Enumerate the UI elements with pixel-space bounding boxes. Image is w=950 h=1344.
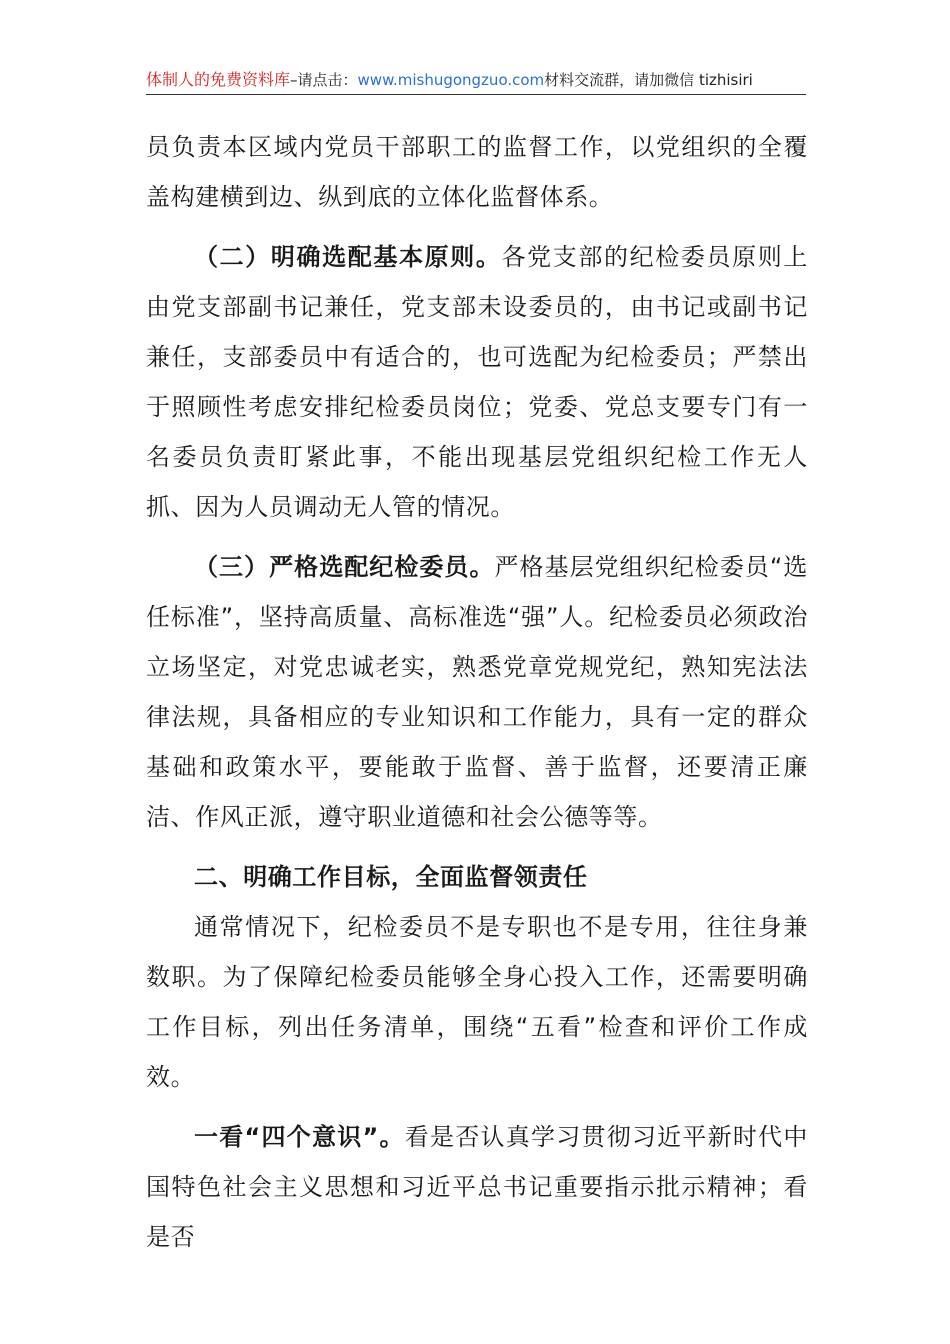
document-body: [146, 122, 808, 1262]
paragraph-principles-lead: （二）明确选配基本原则。: [194, 243, 502, 271]
page-header: [146, 66, 806, 95]
paragraph-selection-lead: （三）严格选配纪检委员。: [194, 553, 495, 581]
paragraph-four-awareness-lead: 一看“四个意识”。: [194, 1123, 405, 1151]
section-heading: 二、明确工作目标，全面监督领责任: [194, 863, 588, 891]
paragraph-principles-body: 各党支部的纪检委员原则上由党支部副书记兼任，党支部未设委员的，由书记或副书记兼任，支部委员中有适合的，也可选配为纪检委员；严禁出于照顾性考虑安排纪检委员岗位；党委、党总支要专门有一名委员负责盯紧此事，不能出现基层党组织纪检工作无人抓、因为人员调动无人管的情况。: [146, 243, 808, 521]
paragraph-four-awareness-body: 看是否认真学习贯彻习近平新时代中国特色社会主义思想和习近平总书记重要指示批示精神；看是否: [146, 1123, 808, 1251]
header-brand: 体制人的免费资料库: [146, 70, 291, 89]
paragraph-principles: [146, 232, 808, 532]
paragraph-selection: [146, 542, 808, 842]
paragraph-four-awareness: [146, 1112, 808, 1262]
header-link[interactable]: www.mishugongzuo.com: [357, 71, 545, 89]
header-contact: 材料交流群，请加微信 tizhisiri: [544, 71, 753, 89]
paragraph-selection-body: 严格基层党组织纪检委员“选任标准”，坚持高质量、高标准选“强”人。纪检委员必须政治立场坚定，对党忠诚老实，熟悉党章党规党纪，熟知宪法法律法规，具备相应的专业知识和工作能力，具有一定的群众基础和政策水平，要能敢于监督、善于监督，还要清正廉洁、作风正派，遵守职业道德和社会公德等等。: [146, 553, 808, 831]
paragraph-goals: 通常情况下，纪检委员不是专职也不是专用，往往身兼数职。为了保障纪检委员能够全身心投入工作，还需要明确工作目标，列出任务清单，围绕“五看”检查和评价工作成效。: [146, 913, 808, 1091]
paragraph-continuation: 员负责本区域内党员干部职工的监督工作，以党组织的全覆盖构建横到边、纵到底的立体化监督体系。: [146, 133, 808, 211]
header-prompt: –请点击：: [290, 71, 358, 89]
